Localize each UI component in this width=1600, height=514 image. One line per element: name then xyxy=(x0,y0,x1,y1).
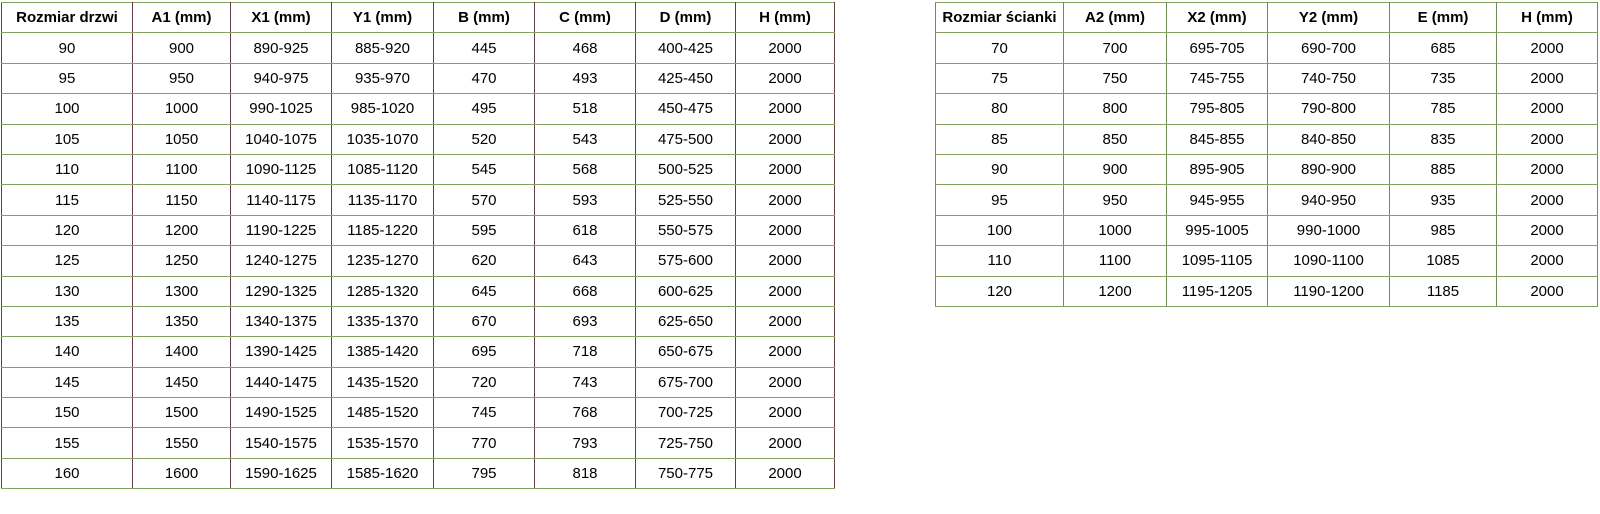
table-row xyxy=(2,154,835,184)
table-row xyxy=(2,124,835,154)
table-cell: 2000 xyxy=(736,33,835,63)
table-cell: 2000 xyxy=(1497,63,1598,93)
table-cell: 950 xyxy=(133,63,231,93)
table-cell: 500-525 xyxy=(636,154,736,184)
table-cell: 125 xyxy=(2,246,133,276)
column-header: B (mm) xyxy=(434,3,535,33)
door-size-table xyxy=(1,2,835,489)
table-cell: 693 xyxy=(535,306,636,336)
table-cell: 470 xyxy=(434,63,535,93)
table-cell: 543 xyxy=(535,124,636,154)
table-cell: 1285-1320 xyxy=(332,276,434,306)
wall-panel-size-table xyxy=(935,2,1598,307)
table-row xyxy=(2,458,835,488)
table-cell: 1250 xyxy=(133,246,231,276)
table-cell: 1100 xyxy=(133,154,231,184)
table-cell: 95 xyxy=(936,185,1064,215)
table-cell: 695-705 xyxy=(1167,33,1268,63)
table-cell: 1340-1375 xyxy=(231,306,332,336)
table-cell: 835 xyxy=(1390,124,1497,154)
table-cell: 1100 xyxy=(1064,246,1167,276)
table-cell: 595 xyxy=(434,215,535,245)
table-cell: 800 xyxy=(1064,94,1167,124)
table-cell: 620 xyxy=(434,246,535,276)
table-row xyxy=(936,33,1598,63)
table-row xyxy=(2,428,835,458)
table-cell: 110 xyxy=(2,154,133,184)
table-cell: 2000 xyxy=(736,367,835,397)
table-cell: 735 xyxy=(1390,63,1497,93)
column-header: Y1 (mm) xyxy=(332,3,434,33)
table-cell: 493 xyxy=(535,63,636,93)
table-cell: 2000 xyxy=(736,276,835,306)
table-cell: 120 xyxy=(2,215,133,245)
table-cell: 550-575 xyxy=(636,215,736,245)
table-cell: 2000 xyxy=(736,306,835,336)
table-cell: 743 xyxy=(535,367,636,397)
table-cell: 115 xyxy=(2,185,133,215)
table-cell: 890-925 xyxy=(231,33,332,63)
table-cell: 995-1005 xyxy=(1167,215,1268,245)
table-cell: 160 xyxy=(2,458,133,488)
table-cell: 718 xyxy=(535,337,636,367)
column-header: H (mm) xyxy=(736,3,835,33)
table-cell: 850 xyxy=(1064,124,1167,154)
table-cell: 1600 xyxy=(133,458,231,488)
table-cell: 400-425 xyxy=(636,33,736,63)
table-cell: 1000 xyxy=(1064,215,1167,245)
table-cell: 2000 xyxy=(736,246,835,276)
table-cell: 145 xyxy=(2,367,133,397)
table-cell: 1200 xyxy=(1064,276,1167,306)
table-cell: 950 xyxy=(1064,185,1167,215)
table-cell: 545 xyxy=(434,154,535,184)
table-cell: 1235-1270 xyxy=(332,246,434,276)
table-cell: 793 xyxy=(535,428,636,458)
table-cell: 2000 xyxy=(1497,215,1598,245)
table-cell: 110 xyxy=(936,246,1064,276)
table-row xyxy=(2,367,835,397)
table-cell: 1550 xyxy=(133,428,231,458)
table-cell: 570 xyxy=(434,185,535,215)
table-cell: 90 xyxy=(2,33,133,63)
table-row xyxy=(936,185,1598,215)
table-cell: 90 xyxy=(936,154,1064,184)
table-cell: 2000 xyxy=(1497,154,1598,184)
column-header: A2 (mm) xyxy=(1064,3,1167,33)
table-cell: 80 xyxy=(936,94,1064,124)
table-cell: 720 xyxy=(434,367,535,397)
table-cell: 1450 xyxy=(133,367,231,397)
table-cell: 1085 xyxy=(1390,246,1497,276)
table-row xyxy=(2,398,835,428)
table-cell: 2000 xyxy=(1497,276,1598,306)
table-cell: 845-855 xyxy=(1167,124,1268,154)
table-cell: 1035-1070 xyxy=(332,124,434,154)
table-row xyxy=(2,306,835,336)
table-cell: 130 xyxy=(2,276,133,306)
column-header: X2 (mm) xyxy=(1167,3,1268,33)
table-cell: 75 xyxy=(936,63,1064,93)
table-cell: 2000 xyxy=(1497,124,1598,154)
table-cell: 120 xyxy=(936,276,1064,306)
table-cell: 468 xyxy=(535,33,636,63)
table-cell: 1190-1200 xyxy=(1268,276,1390,306)
table-cell: 1435-1520 xyxy=(332,367,434,397)
table-cell: 785 xyxy=(1390,94,1497,124)
table-cell: 650-675 xyxy=(636,337,736,367)
table-cell: 2000 xyxy=(736,428,835,458)
table-cell: 2000 xyxy=(736,215,835,245)
table-cell: 1490-1525 xyxy=(231,398,332,428)
table-cell: 475-500 xyxy=(636,124,736,154)
table-cell: 600-625 xyxy=(636,276,736,306)
table-cell: 770 xyxy=(434,428,535,458)
column-header: C (mm) xyxy=(535,3,636,33)
table-cell: 450-475 xyxy=(636,94,736,124)
table-cell: 1040-1075 xyxy=(231,124,332,154)
table-cell: 1135-1170 xyxy=(332,185,434,215)
table-cell: 643 xyxy=(535,246,636,276)
table-cell: 2000 xyxy=(736,337,835,367)
table-cell: 890-900 xyxy=(1268,154,1390,184)
table-cell: 425-450 xyxy=(636,63,736,93)
table-row xyxy=(2,215,835,245)
table-cell: 520 xyxy=(434,124,535,154)
table-row xyxy=(936,246,1598,276)
table-cell: 935-970 xyxy=(332,63,434,93)
table-cell: 1540-1575 xyxy=(231,428,332,458)
table-cell: 2000 xyxy=(736,154,835,184)
table-cell: 1140-1175 xyxy=(231,185,332,215)
table-cell: 2000 xyxy=(736,398,835,428)
table-cell: 1500 xyxy=(133,398,231,428)
table-row xyxy=(2,337,835,367)
table-cell: 818 xyxy=(535,458,636,488)
table-cell: 675-700 xyxy=(636,367,736,397)
table-row xyxy=(936,124,1598,154)
table-cell: 1485-1520 xyxy=(332,398,434,428)
header-row xyxy=(2,3,835,33)
table-cell: 445 xyxy=(434,33,535,63)
table-row xyxy=(936,63,1598,93)
table-cell: 1050 xyxy=(133,124,231,154)
table-cell: 575-600 xyxy=(636,246,736,276)
table-cell: 940-975 xyxy=(231,63,332,93)
table-row xyxy=(936,154,1598,184)
table-cell: 2000 xyxy=(1497,246,1598,276)
table-cell: 750-775 xyxy=(636,458,736,488)
header-row xyxy=(936,3,1598,33)
table-cell: 525-550 xyxy=(636,185,736,215)
table-cell: 2000 xyxy=(1497,94,1598,124)
column-header: H (mm) xyxy=(1497,3,1598,33)
table-cell: 135 xyxy=(2,306,133,336)
table-cell: 70 xyxy=(936,33,1064,63)
table-row xyxy=(2,33,835,63)
table-cell: 140 xyxy=(2,337,133,367)
table-cell: 900 xyxy=(133,33,231,63)
table-cell: 1195-1205 xyxy=(1167,276,1268,306)
column-header: X1 (mm) xyxy=(231,3,332,33)
column-header: Y2 (mm) xyxy=(1268,3,1390,33)
table-cell: 795-805 xyxy=(1167,94,1268,124)
table-cell: 1335-1370 xyxy=(332,306,434,336)
table-cell: 618 xyxy=(535,215,636,245)
table-cell: 85 xyxy=(936,124,1064,154)
table-cell: 985-1020 xyxy=(332,94,434,124)
table-cell: 668 xyxy=(535,276,636,306)
table-cell: 885 xyxy=(1390,154,1497,184)
column-header: E (mm) xyxy=(1390,3,1497,33)
table-cell: 155 xyxy=(2,428,133,458)
table-row xyxy=(936,94,1598,124)
table-cell: 1185-1220 xyxy=(332,215,434,245)
table-row xyxy=(2,94,835,124)
table-cell: 1090-1100 xyxy=(1268,246,1390,276)
table-cell: 625-650 xyxy=(636,306,736,336)
table-cell: 695 xyxy=(434,337,535,367)
table-cell: 1085-1120 xyxy=(332,154,434,184)
table-cell: 885-920 xyxy=(332,33,434,63)
table-cell: 1400 xyxy=(133,337,231,367)
table-cell: 700 xyxy=(1064,33,1167,63)
table-cell: 2000 xyxy=(736,458,835,488)
table-cell: 1240-1275 xyxy=(231,246,332,276)
table-row xyxy=(2,276,835,306)
table-cell: 670 xyxy=(434,306,535,336)
table-row xyxy=(2,63,835,93)
table-cell: 990-1000 xyxy=(1268,215,1390,245)
table-row xyxy=(936,276,1598,306)
table-cell: 593 xyxy=(535,185,636,215)
column-header: A1 (mm) xyxy=(133,3,231,33)
table-cell: 745 xyxy=(434,398,535,428)
table-cell: 790-800 xyxy=(1268,94,1390,124)
table-cell: 745-755 xyxy=(1167,63,1268,93)
table-cell: 1535-1570 xyxy=(332,428,434,458)
table-cell: 495 xyxy=(434,94,535,124)
table-cell: 1585-1620 xyxy=(332,458,434,488)
column-header: Rozmiar ścianki xyxy=(936,3,1064,33)
table-cell: 768 xyxy=(535,398,636,428)
table-cell: 518 xyxy=(535,94,636,124)
table-cell: 2000 xyxy=(736,94,835,124)
column-header: Rozmiar drzwi xyxy=(2,3,133,33)
table-cell: 105 xyxy=(2,124,133,154)
table-cell: 990-1025 xyxy=(231,94,332,124)
table-cell: 985 xyxy=(1390,215,1497,245)
table-cell: 935 xyxy=(1390,185,1497,215)
table-cell: 1090-1125 xyxy=(231,154,332,184)
table-cell: 1190-1225 xyxy=(231,215,332,245)
table-cell: 1000 xyxy=(133,94,231,124)
table-cell: 1440-1475 xyxy=(231,367,332,397)
table-cell: 2000 xyxy=(736,63,835,93)
table-cell: 1350 xyxy=(133,306,231,336)
table-row xyxy=(936,215,1598,245)
table-cell: 690-700 xyxy=(1268,33,1390,63)
table-row xyxy=(2,185,835,215)
table-cell: 1095-1105 xyxy=(1167,246,1268,276)
table-cell: 95 xyxy=(2,63,133,93)
table-cell: 1390-1425 xyxy=(231,337,332,367)
table-cell: 100 xyxy=(936,215,1064,245)
table-cell: 645 xyxy=(434,276,535,306)
column-header: D (mm) xyxy=(636,3,736,33)
table-cell: 2000 xyxy=(1497,185,1598,215)
table-cell: 1150 xyxy=(133,185,231,215)
table-cell: 1200 xyxy=(133,215,231,245)
table-cell: 840-850 xyxy=(1268,124,1390,154)
table-cell: 700-725 xyxy=(636,398,736,428)
table-row xyxy=(2,246,835,276)
table-cell: 2000 xyxy=(1497,33,1598,63)
table-cell: 1290-1325 xyxy=(231,276,332,306)
table-cell: 795 xyxy=(434,458,535,488)
table-cell: 1590-1625 xyxy=(231,458,332,488)
table-cell: 100 xyxy=(2,94,133,124)
table-cell: 150 xyxy=(2,398,133,428)
table-cell: 2000 xyxy=(736,185,835,215)
table-cell: 740-750 xyxy=(1268,63,1390,93)
table-cell: 940-950 xyxy=(1268,185,1390,215)
table-cell: 568 xyxy=(535,154,636,184)
table-cell: 750 xyxy=(1064,63,1167,93)
table-cell: 725-750 xyxy=(636,428,736,458)
table-cell: 1385-1420 xyxy=(332,337,434,367)
table-cell: 900 xyxy=(1064,154,1167,184)
table-cell: 895-905 xyxy=(1167,154,1268,184)
table-cell: 1185 xyxy=(1390,276,1497,306)
table-cell: 1300 xyxy=(133,276,231,306)
table-cell: 2000 xyxy=(736,124,835,154)
table-cell: 945-955 xyxy=(1167,185,1268,215)
table-cell: 685 xyxy=(1390,33,1497,63)
